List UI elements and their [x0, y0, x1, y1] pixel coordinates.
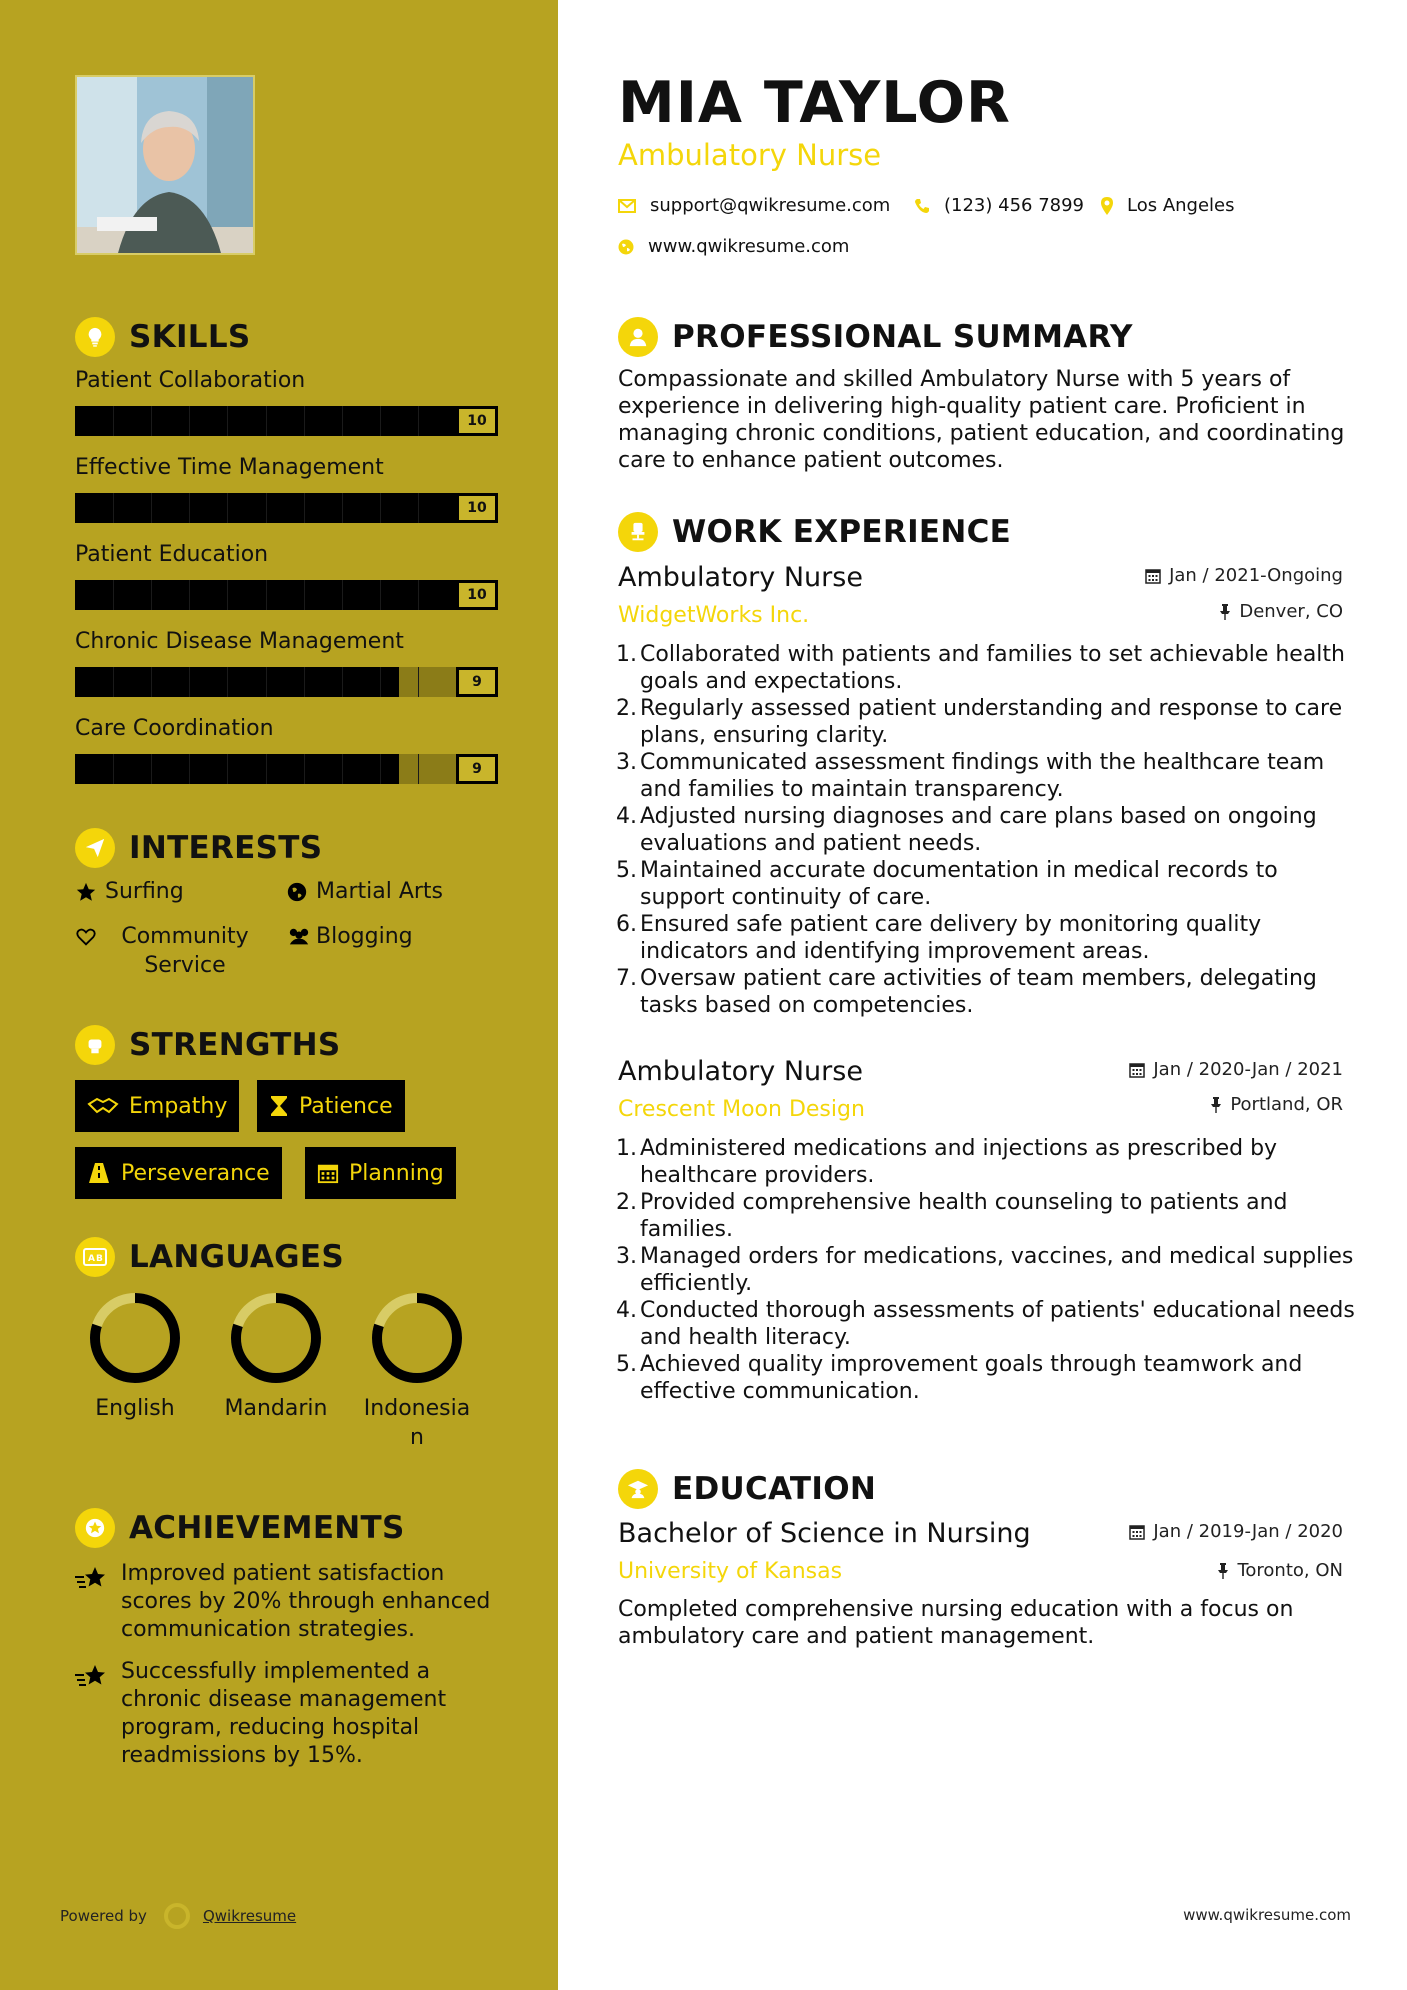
strengths-title: STRENGTHS	[129, 1027, 341, 1063]
user-icon	[618, 317, 658, 357]
skill-value: 9	[456, 667, 498, 697]
job-bullet	[616, 1135, 1356, 1189]
skill-bar	[75, 580, 498, 610]
pushpin-icon	[1217, 1563, 1229, 1579]
job-title: Ambulatory Nurse	[618, 1056, 863, 1087]
qwikresume-link[interactable]: Qwikresume	[202, 1907, 297, 1925]
skill-bar-segment	[151, 406, 152, 436]
skill-bar-segment	[342, 493, 343, 523]
skill-bar-segment	[113, 667, 114, 697]
skill-bar-segment	[189, 754, 190, 784]
skill-value: 9	[456, 754, 498, 784]
skill-bar-segment	[304, 406, 305, 436]
experience-header	[618, 512, 1011, 552]
skill-bar-segment	[380, 580, 381, 610]
bullet-number: 5.	[616, 858, 637, 883]
education-dates-text: Jan / 2019-Jan / 2020	[1153, 1521, 1343, 1542]
job-dates	[1145, 565, 1343, 586]
skill-bar	[75, 493, 498, 523]
globe-icon	[618, 239, 634, 255]
achievement-item	[75, 1560, 505, 1644]
skill-label: Care Coordination	[75, 716, 274, 741]
skill-bar-segment	[113, 493, 114, 523]
shooting-star-icon	[75, 1658, 121, 1694]
main-content	[558, 0, 1407, 1990]
lightbulb-icon	[75, 317, 115, 357]
bullet-text: Collaborated with patients and families to set achievable health goals and expectations.	[640, 642, 1345, 694]
bullet-text: Communicated assessment findings with the healthcare team and families to maintain transparency.	[640, 750, 1325, 802]
experience-title: WORK EXPERIENCE	[672, 514, 1012, 550]
phone-text: (123) 456 7899	[944, 195, 1085, 216]
job-bullet	[616, 641, 1356, 695]
phone-icon	[914, 198, 930, 214]
strengths-header	[75, 1025, 340, 1065]
skill-bar-segment	[189, 667, 190, 697]
skill-value: 10	[456, 493, 498, 523]
skill-bar-segment	[266, 493, 267, 523]
achievements-header	[75, 1508, 405, 1548]
svg-text:A: A	[88, 1254, 95, 1264]
job-title: Ambulatory Nurse	[618, 562, 863, 593]
handshake-icon	[87, 1096, 119, 1116]
achievements-title: ACHIEVEMENTS	[129, 1510, 405, 1546]
interest-label: Community Service	[121, 924, 249, 978]
job-bullet	[616, 803, 1356, 857]
skill-bar-segment	[227, 406, 228, 436]
skills-title: SKILLS	[129, 319, 251, 355]
website-text[interactable]: www.qwikresume.com	[648, 236, 850, 257]
interest-item	[75, 922, 265, 980]
skill-bar-segment	[380, 406, 381, 436]
skill-label: Chronic Disease Management	[75, 629, 404, 654]
bullet-number: 5.	[616, 1352, 637, 1377]
skill-bar-segment	[380, 754, 381, 784]
language-label: Indonesia n	[363, 1396, 471, 1450]
bullet-number: 2.	[616, 1190, 637, 1215]
bullet-text: Adjusted nursing diagnoses and care plans based on ongoing evaluations and patient needs.	[640, 804, 1317, 856]
svg-text:B: B	[96, 1254, 103, 1264]
language-item	[347, 1290, 487, 1452]
achievement-text: Successfully implemented a chronic disease management program, reducing hospital readmissions by 15%.	[121, 1659, 447, 1768]
achievement-item	[75, 1658, 505, 1770]
interest-label: Surfing	[105, 879, 184, 904]
skill-bar-segment	[113, 406, 114, 436]
bullet-text: Provided comprehensive health counseling to patients and families.	[640, 1190, 1288, 1242]
calendar-icon	[1129, 1062, 1145, 1078]
skill-bar-segment	[227, 667, 228, 697]
bullet-text: Ensured safe patient care delivery by monitoring quality indicators and identifying improvement areas.	[640, 912, 1262, 964]
globe-icon	[286, 877, 316, 906]
skill-bar	[75, 667, 498, 697]
pushpin-icon	[1219, 604, 1231, 620]
bullet-number: 7.	[616, 966, 637, 991]
summary-title: PROFESSIONAL SUMMARY	[672, 319, 1133, 355]
skill-bar-segment	[342, 406, 343, 436]
calendar-icon	[1145, 568, 1161, 584]
contact-website	[618, 236, 849, 257]
job-bullet	[616, 749, 1356, 803]
skill-bar-segment	[418, 406, 419, 436]
skill-value: 10	[456, 580, 498, 610]
skill-item	[75, 540, 498, 610]
location-text: Los Angeles	[1127, 195, 1235, 216]
bullet-text: Managed orders for medications, vaccines, and medical supplies efficiently.	[640, 1244, 1354, 1296]
job-company: Crescent Moon Design	[618, 1097, 865, 1122]
powered-by	[60, 1902, 296, 1930]
job-bullet	[616, 1351, 1356, 1405]
skill-bar-segment	[342, 667, 343, 697]
badge-star-icon	[75, 1508, 115, 1548]
skill-item	[75, 453, 498, 523]
language-ring	[369, 1290, 465, 1386]
skill-bar-fill	[75, 754, 399, 784]
fist-icon	[75, 1025, 115, 1065]
sidebar	[0, 0, 558, 1990]
skill-bar-segment	[266, 580, 267, 610]
bullet-text: Administered medications and injections as prescribed by healthcare providers.	[640, 1136, 1278, 1188]
strength-badge	[75, 1080, 239, 1132]
education-title: EDUCATION	[672, 1471, 877, 1507]
bullet-number: 1.	[616, 1136, 637, 1161]
bullet-number: 2.	[616, 696, 637, 721]
skill-bar-segment	[342, 754, 343, 784]
skill-bar-segment	[151, 493, 152, 523]
job-bullet	[616, 1297, 1356, 1351]
skill-bar-segment	[304, 493, 305, 523]
candidate-role: Ambulatory Nurse	[618, 138, 882, 172]
job-bullet	[616, 965, 1356, 1019]
strength-label: Planning	[349, 1160, 444, 1186]
job-location-text: Portland, OR	[1230, 1094, 1343, 1115]
skill-bar-segment	[380, 667, 381, 697]
education-header	[618, 1469, 876, 1509]
achievement-text: Improved patient satisfaction scores by 20% through enhanced communication strategies.	[121, 1561, 491, 1642]
job-bullet	[616, 1243, 1356, 1297]
education-dates	[1129, 1521, 1343, 1542]
education-location-text: Toronto, ON	[1237, 1560, 1343, 1581]
skill-bar-segment	[189, 580, 190, 610]
job-location	[1210, 1094, 1343, 1115]
language-ring	[228, 1290, 324, 1386]
skill-bar-segment	[227, 580, 228, 610]
job-company: WidgetWorks Inc.	[618, 603, 810, 628]
heart-icon	[75, 922, 105, 951]
skill-bar-segment	[151, 580, 152, 610]
pushpin-icon	[1210, 1097, 1222, 1113]
bullet-text: Conducted thorough assessments of patients' educational needs and health literacy.	[640, 1298, 1355, 1350]
interests-header	[75, 828, 322, 868]
skill-label: Patient Collaboration	[75, 368, 306, 393]
skill-bar-segment	[418, 493, 419, 523]
bullet-text: Oversaw patient care activities of team members, delegating tasks based on competencies.	[640, 966, 1317, 1018]
hourglass-icon	[269, 1094, 289, 1118]
bullet-number: 1.	[616, 642, 637, 667]
skill-bar-segment	[304, 667, 305, 697]
degree-title: Bachelor of Science in Nursing	[618, 1518, 1031, 1549]
skill-bar-segment	[304, 754, 305, 784]
job-bullet	[616, 911, 1356, 965]
strength-label: Perseverance	[121, 1160, 270, 1186]
skill-item	[75, 627, 498, 697]
language-label: Mandarin	[224, 1396, 328, 1421]
contact-phone	[914, 195, 1084, 216]
skill-bar-segment	[113, 754, 114, 784]
bullet-number: 3.	[616, 750, 637, 775]
job-bullet	[616, 857, 1356, 911]
office-chair-icon	[618, 512, 658, 552]
summary-header	[618, 317, 1133, 357]
bullet-text: Regularly assessed patient understanding and response to care plans, ensuring clarity.	[640, 696, 1343, 748]
strength-label: Empathy	[129, 1093, 228, 1119]
calendar-icon	[317, 1162, 339, 1184]
skill-bar-segment	[418, 754, 419, 784]
skill-value: 10	[456, 406, 498, 436]
bullet-number: 4.	[616, 1298, 637, 1323]
job-bullets	[616, 1135, 1356, 1405]
skill-bar-segment	[304, 580, 305, 610]
skill-bar-fill	[75, 406, 498, 436]
job-dates-text: Jan / 2021-Ongoing	[1169, 565, 1343, 586]
language-ring	[87, 1290, 183, 1386]
education-location	[1217, 1560, 1343, 1581]
skill-bar-segment	[418, 580, 419, 610]
skill-bar-fill	[75, 580, 498, 610]
school-name: University of Kansas	[618, 1559, 843, 1584]
paper-plane-icon	[75, 828, 115, 868]
footer-website[interactable]: www.qwikresume.com	[1183, 1906, 1351, 1924]
shooting-star-icon	[75, 1560, 121, 1596]
skill-bar-segment	[266, 754, 267, 784]
job-bullet	[616, 695, 1356, 749]
strength-badge	[75, 1147, 282, 1199]
skill-bar-segment	[189, 493, 190, 523]
skill-bar-fill	[75, 667, 399, 697]
skill-bar-segment	[151, 754, 152, 784]
translate-icon	[75, 1237, 115, 1277]
strength-badge	[305, 1147, 456, 1199]
skill-bar-segment	[151, 667, 152, 697]
interest-item	[286, 877, 443, 906]
skill-bar-segment	[418, 667, 419, 697]
candidate-name: MIA TAYLOR	[618, 70, 1011, 136]
language-label: English	[95, 1396, 175, 1421]
graduate-icon	[618, 1469, 658, 1509]
qwikresume-logo-icon	[163, 1902, 191, 1930]
skill-bar-segment	[227, 493, 228, 523]
map-pin-icon	[1101, 197, 1113, 215]
skill-bar	[75, 754, 498, 784]
interest-item	[75, 877, 184, 906]
skill-bar-segment	[113, 580, 114, 610]
skill-bar-segment	[266, 406, 267, 436]
bullet-number: 6.	[616, 912, 637, 937]
job-dates	[1129, 1059, 1343, 1080]
interest-label: Blogging	[316, 924, 413, 949]
powered-by-label: Powered by	[60, 1907, 147, 1925]
bullet-number: 4.	[616, 804, 637, 829]
email-text[interactable]: support@qwikresume.com	[650, 195, 891, 216]
bullet-text: Achieved quality improvement goals through teamwork and effective communication.	[640, 1352, 1303, 1404]
skill-bar-fill	[75, 493, 498, 523]
users-icon	[286, 922, 316, 951]
skill-label: Effective Time Management	[75, 455, 384, 480]
calendar-icon	[1129, 1524, 1145, 1540]
skills-header	[75, 317, 251, 357]
road-icon	[87, 1163, 111, 1183]
skill-bar-segment	[380, 493, 381, 523]
language-item	[65, 1290, 205, 1423]
skill-bar-segment	[266, 667, 267, 697]
contact-location	[1101, 195, 1235, 216]
skill-label: Patient Education	[75, 542, 269, 567]
skill-bar-segment	[189, 406, 190, 436]
profile-photo	[75, 75, 255, 255]
job-bullet	[616, 1189, 1356, 1243]
job-dates-text: Jan / 2020-Jan / 2021	[1153, 1059, 1343, 1080]
skill-bar	[75, 406, 498, 436]
summary-text: Compassionate and skilled Ambulatory Nurse with 5 years of experience in delivering high-quality patient care. Proficient in managing chronic conditions, patient education, and coordinating care to enhance patient outcomes.	[618, 367, 1345, 473]
education-description: Completed comprehensive nursing education with a focus on ambulatory care and patient management.	[618, 1597, 1294, 1649]
skill-item	[75, 714, 498, 784]
interest-item	[286, 922, 413, 951]
bullet-text: Maintained accurate documentation in medical records to support continuity of care.	[640, 858, 1278, 910]
skill-item	[75, 366, 498, 436]
bullet-number: 3.	[616, 1244, 637, 1269]
interest-label: Martial Arts	[316, 879, 444, 904]
strength-label: Patience	[299, 1093, 393, 1119]
contact-email	[618, 195, 890, 216]
skill-bar-segment	[227, 754, 228, 784]
job-bullets	[616, 641, 1356, 1019]
language-item	[206, 1290, 346, 1423]
interests-title: INTERESTS	[129, 830, 323, 866]
star-icon	[75, 877, 105, 906]
job-location	[1219, 601, 1343, 622]
languages-title: LANGUAGES	[129, 1239, 344, 1275]
envelope-icon	[618, 199, 636, 213]
strength-badge	[257, 1080, 405, 1132]
skill-bar-segment	[342, 580, 343, 610]
job-location-text: Denver, CO	[1239, 601, 1343, 622]
languages-header	[75, 1237, 344, 1277]
